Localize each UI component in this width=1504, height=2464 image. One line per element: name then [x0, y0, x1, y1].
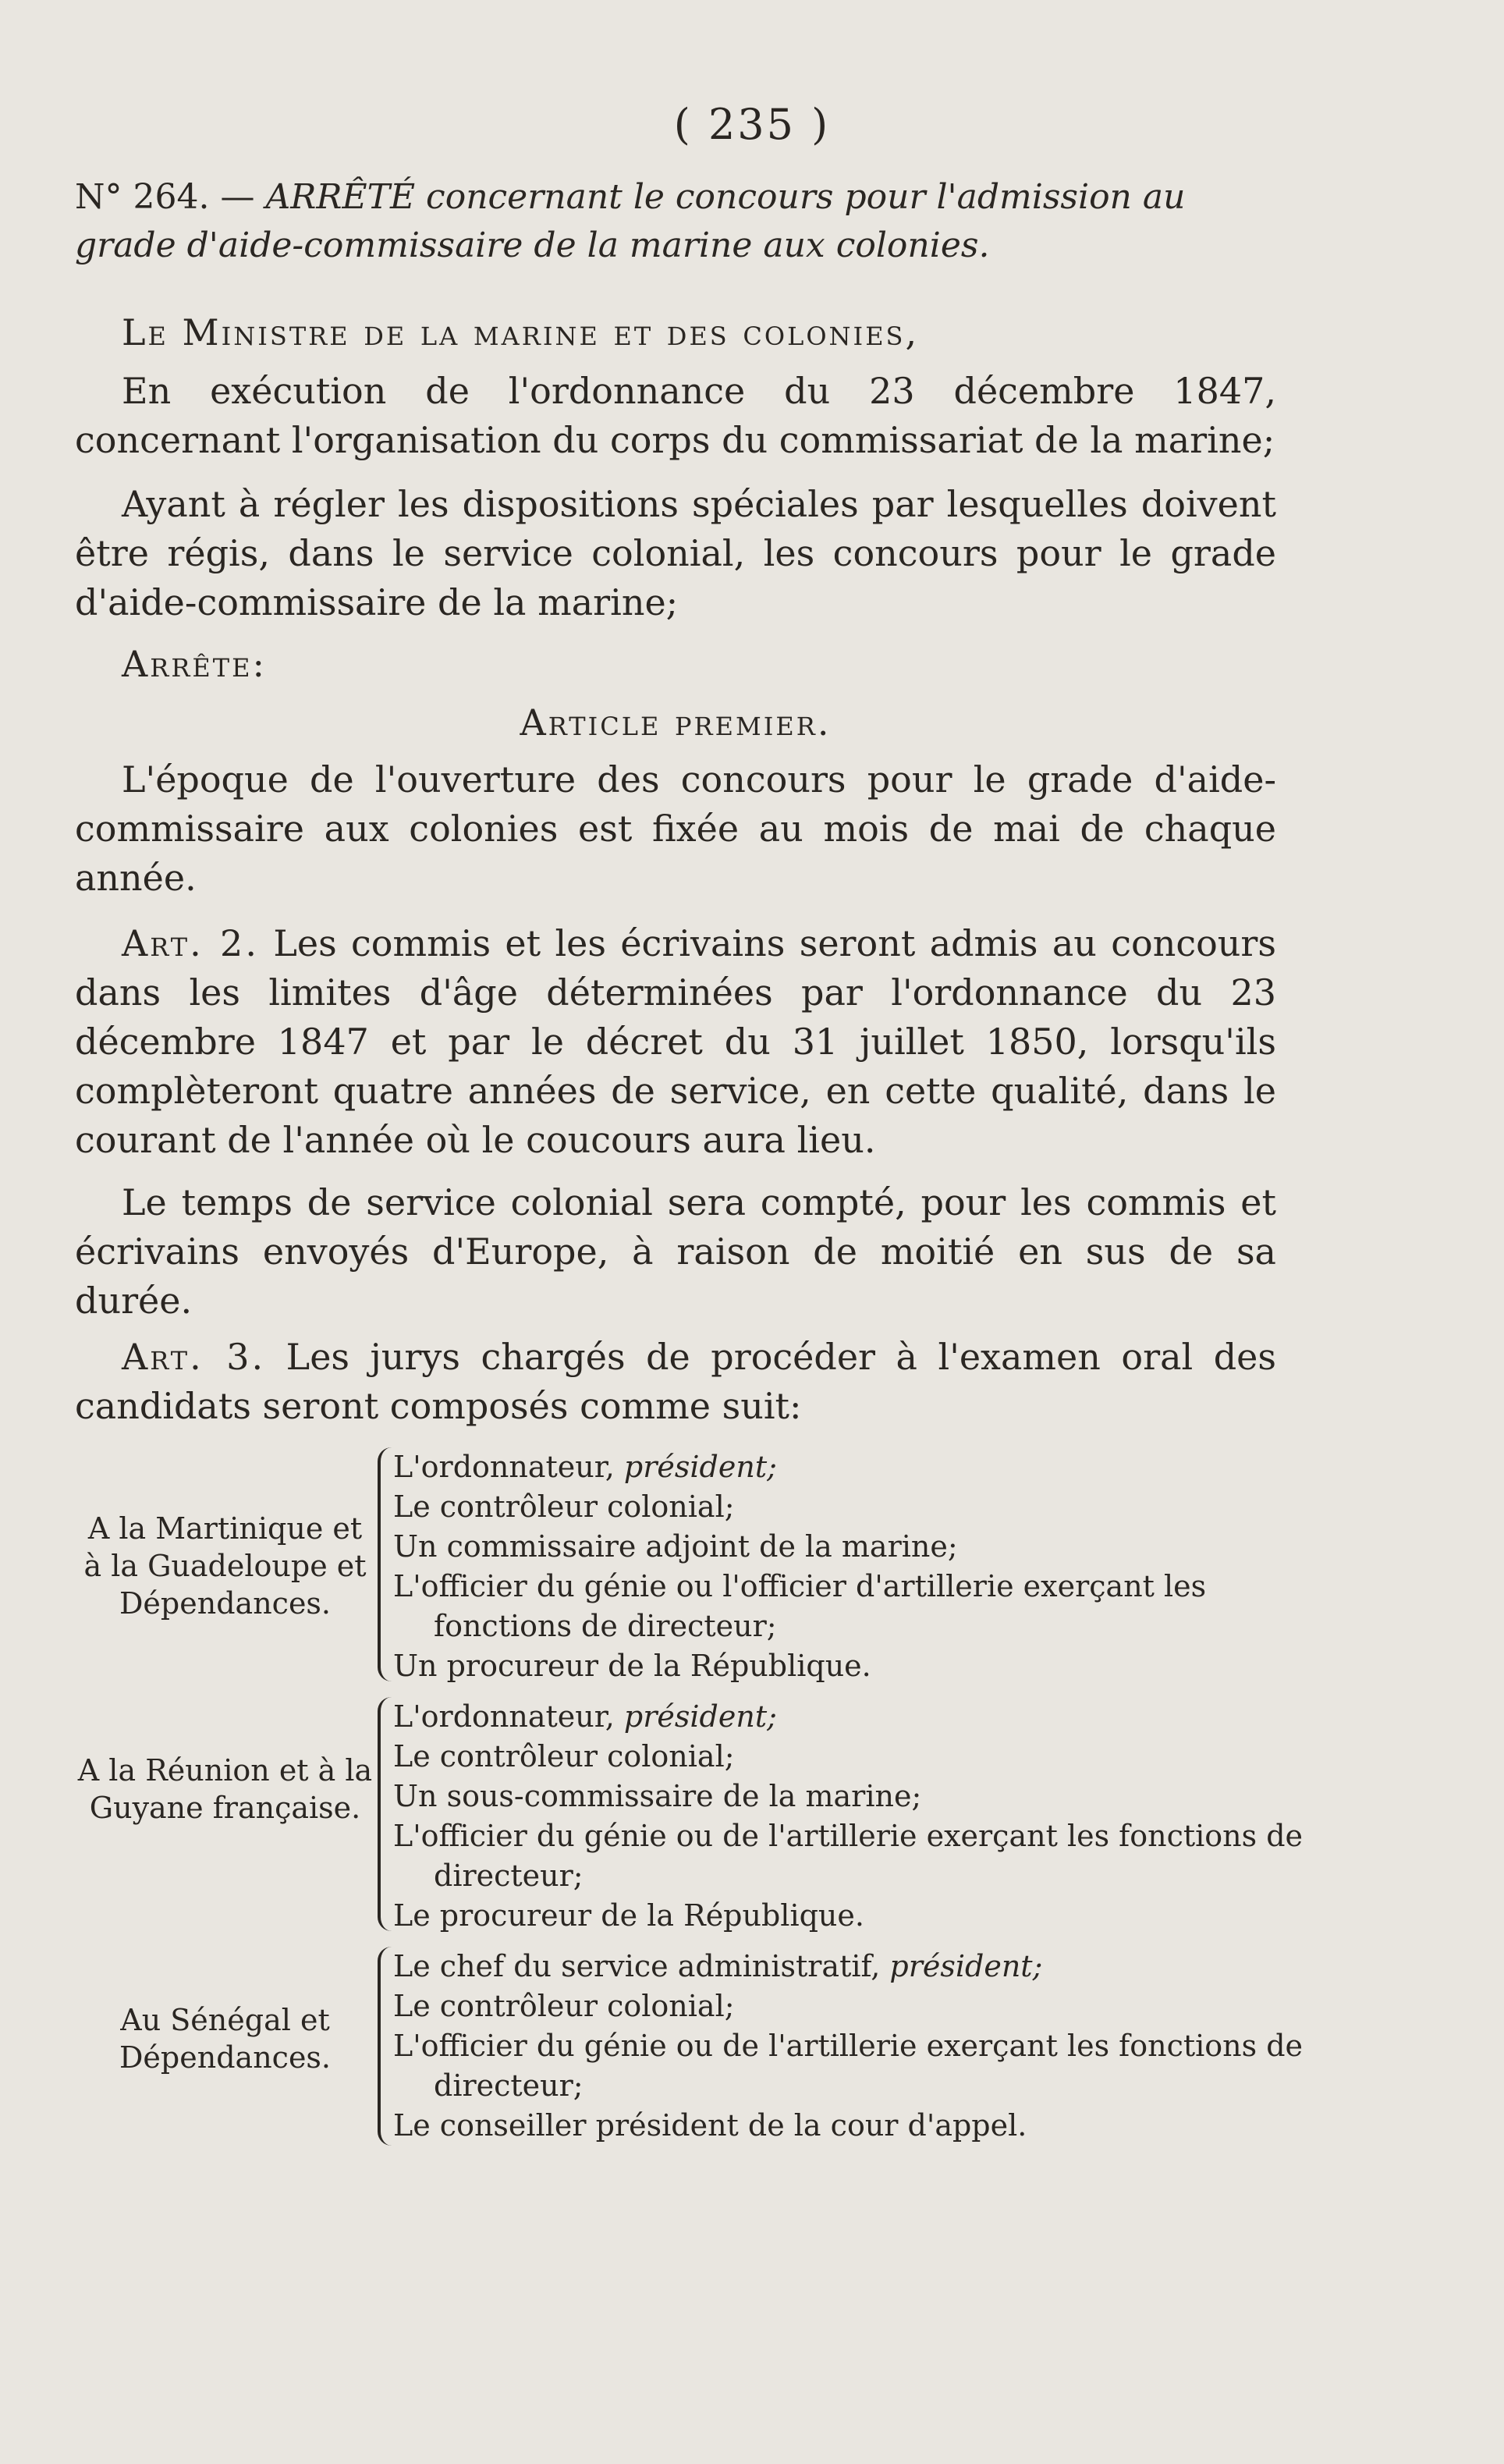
jury-member: Le contrôleur colonial;: [393, 1489, 735, 1524]
brace-icon: [378, 1947, 392, 2146]
jury-member: Un commissaire adjoint de la marine;: [393, 1529, 958, 1564]
minister-line: Le Ministre de la marine et des colonies,: [122, 311, 920, 353]
article-3-text: Les jurys chargés de procéder à l'examen oral des candidats seront composés comme suit:: [75, 1336, 1277, 1427]
article-3-label: Art. 3.: [122, 1336, 266, 1378]
jury-place: Au Sénégal et Dépendances.: [119, 2003, 332, 2075]
article-2: [75, 919, 1276, 1165]
article-premier-text: L'époque de l'ouverture des concours pour le grade d'aide-commissaire aux colonies est fixée au mois de mai de chaque année.: [75, 758, 1276, 899]
decree-heading: [75, 173, 1276, 270]
jury-member: Un sous-commissaire de la marine;: [393, 1779, 922, 1813]
page-number: ( 235 ): [673, 100, 831, 149]
jury-senegal: [75, 1947, 1304, 2150]
jury-member: Le procureur de la République.: [393, 1898, 864, 1933]
article-premier-heading: Article premier.: [520, 701, 832, 744]
jury-member: L'officier du génie ou l'officier d'artillerie exerçant les fonctions de directeur;: [393, 1569, 1207, 1643]
jury-reunion: [75, 1697, 1304, 1939]
jury-member: L'officier du génie ou de l'artillerie exerçant les fonctions de directeur;: [393, 2029, 1304, 2103]
decree-title: ARRÊTÉ concernant le concours pour l'admission au grade d'aide-commissaire de la marine aux colonies.: [75, 177, 1186, 265]
jury-place: A la Martinique et à la Guadeloupe et Dépendances.: [83, 1511, 367, 1621]
brace-icon: [378, 1697, 392, 1931]
jury-members: [393, 1447, 1349, 1686]
article-2-label: Art. 2.: [122, 922, 259, 964]
jury-member: Le chef du service administratif, président;: [393, 1949, 1043, 1983]
brace-icon: [378, 1447, 392, 1681]
jury-members: [393, 1947, 1349, 2146]
consideration-2: Ayant à régler les dispositions spéciales par lesquelles doivent être régis, dans le service colonial, les concours pour le grade d'aide-commissaire de la marine;: [75, 483, 1276, 623]
arrete-label: Arrête:: [122, 643, 267, 685]
article-2-text2: Le temps de service colonial sera compté, pour les commis et écrivains envoyés d'Europe, à raison de moitié en sus de sa durée.: [75, 1181, 1276, 1322]
jury-martinique: [75, 1447, 1276, 1689]
jury-member: Le conseiller président de la cour d'appel.: [393, 2108, 1027, 2143]
jury-place: A la Réunion et à la Guyane française.: [77, 1753, 373, 1825]
jury-member: L'ordonnateur, président;: [393, 1450, 777, 1484]
jury-members: [393, 1697, 1349, 1936]
article-2-text: Les commis et les écrivains seront admis au concours dans les limites d'âge déterminées par l'ordonnance du 23 décembre 1847 et par le décret du 31 juillet 1850, lorsqu'ils complèteront quatre années de service, en cette qualité, dans le courant de l'année où le coucours aura lieu.: [75, 922, 1277, 1161]
jury-member: Le contrôleur colonial;: [393, 1739, 735, 1773]
jury-member: Un procureur de la République.: [393, 1649, 871, 1683]
jury-member: L'ordonnateur, président;: [393, 1699, 777, 1734]
decree-number: N° 264. —: [75, 177, 255, 217]
jury-member: Le contrôleur colonial;: [393, 1989, 735, 2023]
consideration-1: En exécution de l'ordonnance du 23 décembre 1847, concernant l'organisation du corps du commissariat de la marine;: [75, 370, 1276, 461]
article-3: [75, 1333, 1276, 1431]
jury-member: L'officier du génie ou de l'artillerie exerçant les fonctions de directeur;: [393, 1819, 1304, 1893]
